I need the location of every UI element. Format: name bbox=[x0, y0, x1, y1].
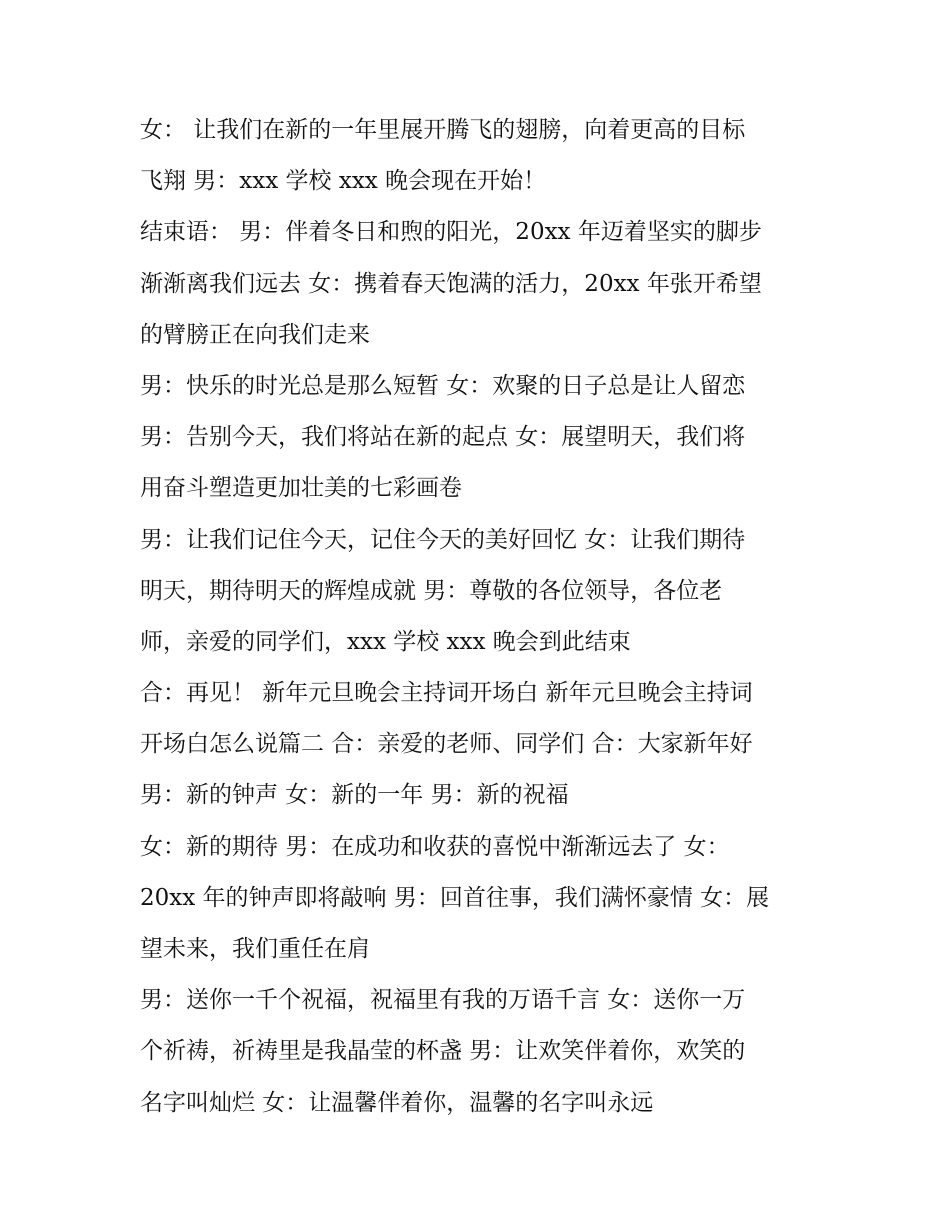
document-body bbox=[140, 105, 820, 1129]
text-line: 的臂膀正在向我们走来 bbox=[140, 321, 370, 348]
text-line: 个祈祷，祈祷里是我晶莹的杯盏 男：让欢笑伴着你，欢笑的 bbox=[140, 1038, 746, 1065]
text-line: 男：新的钟声 女：新的一年 男：新的祝福 bbox=[140, 782, 569, 809]
text-line: 飞翔 男：xxx 学校 xxx 晚会现在开始！ bbox=[140, 168, 547, 195]
text-line: 女： 让我们在新的一年里展开腾飞的翅膀，向着更高的目标 bbox=[140, 117, 746, 143]
text-line: 名字叫灿烂 女：让温馨伴着你，温馨的名字叫永远 bbox=[140, 1089, 654, 1116]
text-line: 合：再见！ 新年元旦晚会主持词开场白 新年元旦晚会主持词 bbox=[140, 680, 753, 707]
text-line: 明天，期待明天的辉煌成就 男：尊敬的各位领导，各位老 bbox=[140, 577, 723, 604]
text-line: 用奋斗塑造更加壮美的七彩画卷 bbox=[140, 475, 462, 502]
text-line: 开场白怎么说篇二 合：亲爱的老师、同学们 合：大家新年好 bbox=[140, 731, 753, 758]
text-line: 男：送你一千个祝福，祝福里有我的万语千言 女：送你一万 bbox=[140, 987, 746, 1014]
text-line: 男：快乐的时光总是那么短暂 女：欢聚的日子总是让人留恋 bbox=[140, 372, 746, 399]
text-line: 20xx 年的钟声即将敲响 男：回首往事，我们满怀豪情 女：展 bbox=[140, 884, 770, 911]
text-line: 渐渐离我们远去 女：携着春天饱满的活力，20xx 年张开希望 bbox=[140, 270, 762, 297]
text-line: 师，亲爱的同学们，xxx 学校 xxx 晚会到此结束 bbox=[140, 628, 631, 655]
text-line: 女：新的期待 男：在成功和收获的喜悦中渐渐远去了 女： bbox=[140, 833, 730, 860]
text-line: 望未来，我们重任在肩 bbox=[140, 936, 370, 962]
text-line: 男：让我们记住今天，记住今天的美好回忆 女：让我们期待 bbox=[140, 526, 746, 553]
text-line: 结束语： 男：伴着冬日和煦的阳光，20xx 年迈着坚实的脚步 bbox=[140, 219, 762, 246]
text-line: 男：告别今天，我们将站在新的起点 女：展望明天，我们将 bbox=[140, 424, 746, 451]
